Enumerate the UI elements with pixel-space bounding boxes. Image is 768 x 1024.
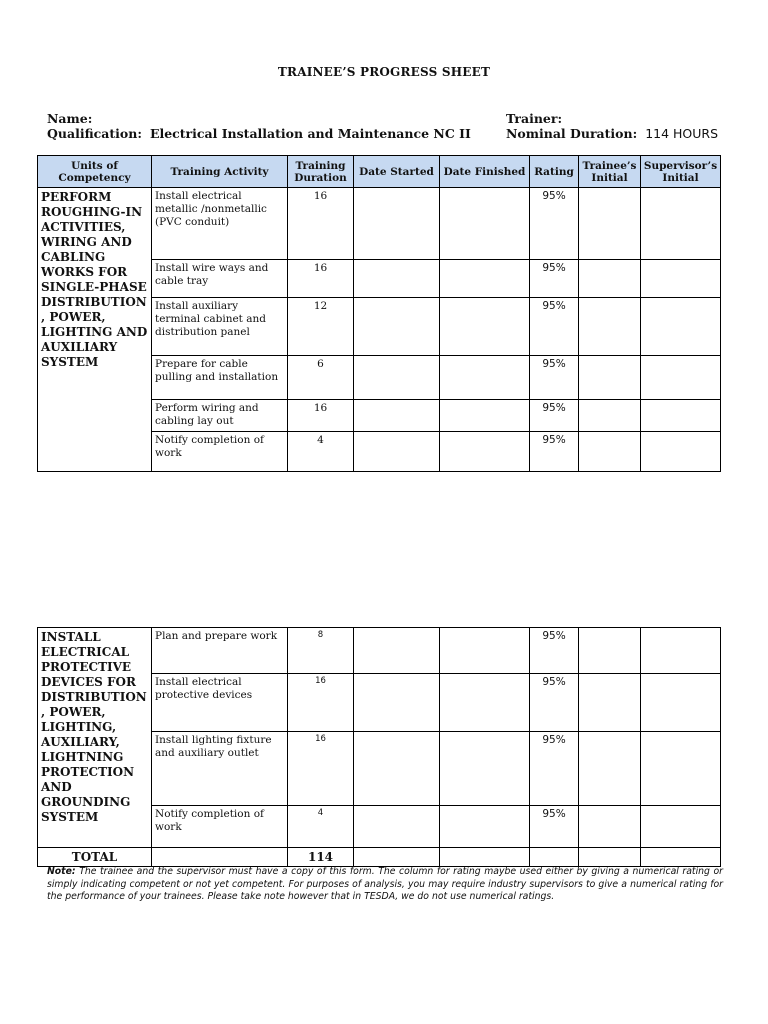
date-started-cell[interactable] [354,400,440,432]
total-empty-cell [579,848,641,867]
date-started-cell[interactable] [354,806,440,848]
date-started-cell[interactable] [354,432,440,472]
duration-cell: 4 [288,806,354,848]
rating-cell: 95% [530,400,579,432]
duration-cell: 4 [288,432,354,472]
supervisor-initial-cell[interactable] [641,298,721,356]
activity-cell: Notify completion of work [152,432,288,472]
qualification-label: Qualification: [47,126,142,141]
activity-cell: Install wire ways and cable tray [152,260,288,298]
date-finished-cell[interactable] [440,188,530,260]
supervisor-initial-cell[interactable] [641,732,721,806]
trainee-initial-cell[interactable] [579,298,641,356]
qualification-field [47,126,471,141]
date-finished-cell[interactable] [440,732,530,806]
date-finished-cell[interactable] [440,432,530,472]
col-header-trainee-initial: Trainee’s Initial [579,156,641,188]
footnote [47,866,723,904]
duration-cell: 16 [288,674,354,732]
trainee-initial-cell[interactable] [579,400,641,432]
table-header-row [38,156,721,188]
rating-cell: 95% [530,628,579,674]
trainee-initial-cell[interactable] [579,356,641,400]
rating-cell: 95% [530,298,579,356]
progress-table-unit-2 [37,627,721,867]
col-header-date-started: Date Started [354,156,440,188]
table-row [38,628,721,674]
date-started-cell[interactable] [354,356,440,400]
rating-cell: 95% [530,732,579,806]
rating-cell: 95% [530,356,579,400]
note-label: Note: [47,866,76,877]
rating-cell: 95% [530,188,579,260]
supervisor-initial-cell[interactable] [641,674,721,732]
trainee-initial-cell[interactable] [579,628,641,674]
date-started-cell[interactable] [354,298,440,356]
date-finished-cell[interactable] [440,806,530,848]
trainer-label: Trainer: [506,111,563,126]
date-started-cell[interactable] [354,628,440,674]
supervisor-initial-cell[interactable] [641,260,721,298]
col-header-date-finished: Date Finished [440,156,530,188]
duration-value: 114 HOURS [645,126,719,141]
name-field [47,111,92,126]
date-finished-cell[interactable] [440,356,530,400]
supervisor-initial-cell[interactable] [641,188,721,260]
activity-cell: Prepare for cable pulling and installation [152,356,288,400]
total-empty-cell [530,848,579,867]
trainee-initial-cell[interactable] [579,432,641,472]
duration-label: Nominal Duration: [506,126,638,141]
date-started-cell[interactable] [354,674,440,732]
activity-cell: Notify completion of work [152,806,288,848]
trainee-initial-cell[interactable] [579,260,641,298]
col-header-rating: Rating [530,156,579,188]
date-started-cell[interactable] [354,188,440,260]
total-spacer-cell [152,848,288,867]
total-row [38,848,721,867]
date-started-cell[interactable] [354,732,440,806]
trainee-initial-cell[interactable] [579,732,641,806]
trainee-initial-cell[interactable] [579,674,641,732]
unit-of-competency: PERFORM ROUGHING-IN ACTIVITIES, WIRING AND CABLING WORKS FOR SINGLE-PHASE DISTRIBUTION , POWER, LIGHTING AND AUXILIARY SYSTEM [38,188,152,472]
supervisor-initial-cell[interactable] [641,400,721,432]
duration-cell: 16 [288,400,354,432]
col-header-duration: Training Duration [288,156,354,188]
date-finished-cell[interactable] [440,298,530,356]
date-finished-cell[interactable] [440,260,530,298]
trainee-initial-cell[interactable] [579,188,641,260]
total-value: 114 [288,848,354,867]
name-label: Name: [47,111,93,126]
trainee-initial-cell[interactable] [579,806,641,848]
duration-cell: 8 [288,628,354,674]
activity-cell: Perform wiring and cabling lay out [152,400,288,432]
col-header-supervisor-initial: Supervisor’s Initial [641,156,721,188]
page-title: TRAINEE’S PROGRESS SHEET [277,65,491,79]
note-text: The trainee and the supervisor must have a copy of this form. The column for rating maybe used either by giving a numerical rating or simply indicating competent or not yet competent. For purposes of analysis, you may require industry supervisors to give a numerical rating for the performance of your trainees. Please take note however that in TESDA, we do not use numerical ratings. [47,866,723,902]
rating-cell: 95% [530,260,579,298]
progress-table-unit-1 [37,155,721,472]
duration-cell: 6 [288,356,354,400]
rating-cell: 95% [530,432,579,472]
supervisor-initial-cell[interactable] [641,356,721,400]
table-row [38,188,721,260]
activity-cell: Install auxiliary terminal cabinet and distribution panel [152,298,288,356]
supervisor-initial-cell[interactable] [641,432,721,472]
total-label: TOTAL [38,848,152,867]
date-finished-cell[interactable] [440,674,530,732]
supervisor-initial-cell[interactable] [641,628,721,674]
activity-cell: Install electrical protective devices [152,674,288,732]
col-header-activity: Training Activity [152,156,288,188]
duration-cell: 16 [288,732,354,806]
rating-cell: 95% [530,674,579,732]
total-empty-cell [440,848,530,867]
duration-cell: 12 [288,298,354,356]
total-empty-cell [354,848,440,867]
activity-cell: Install electrical metallic /nonmetallic (PVC conduit) [152,188,288,260]
trainer-field [506,111,562,126]
supervisor-initial-cell[interactable] [641,806,721,848]
duration-field [506,126,718,141]
activity-cell: Install lighting fixture and auxiliary outlet [152,732,288,806]
date-finished-cell[interactable] [440,400,530,432]
total-empty-cell [641,848,721,867]
activity-cell: Plan and prepare work [152,628,288,674]
rating-cell: 95% [530,806,579,848]
duration-cell: 16 [288,260,354,298]
date-started-cell[interactable] [354,260,440,298]
date-finished-cell[interactable] [440,628,530,674]
col-header-units: Units of Competency [38,156,152,188]
unit-of-competency: INSTALL ELECTRICAL PROTECTIVE DEVICES FOR DISTRIBUTION , POWER, LIGHTING, AUXILIARY, LIGHTNING PROTECTION AND GROUNDING SYSTEM [38,628,152,848]
qualification-value: Electrical Installation and Maintenance NC II [149,126,471,141]
duration-cell: 16 [288,188,354,260]
